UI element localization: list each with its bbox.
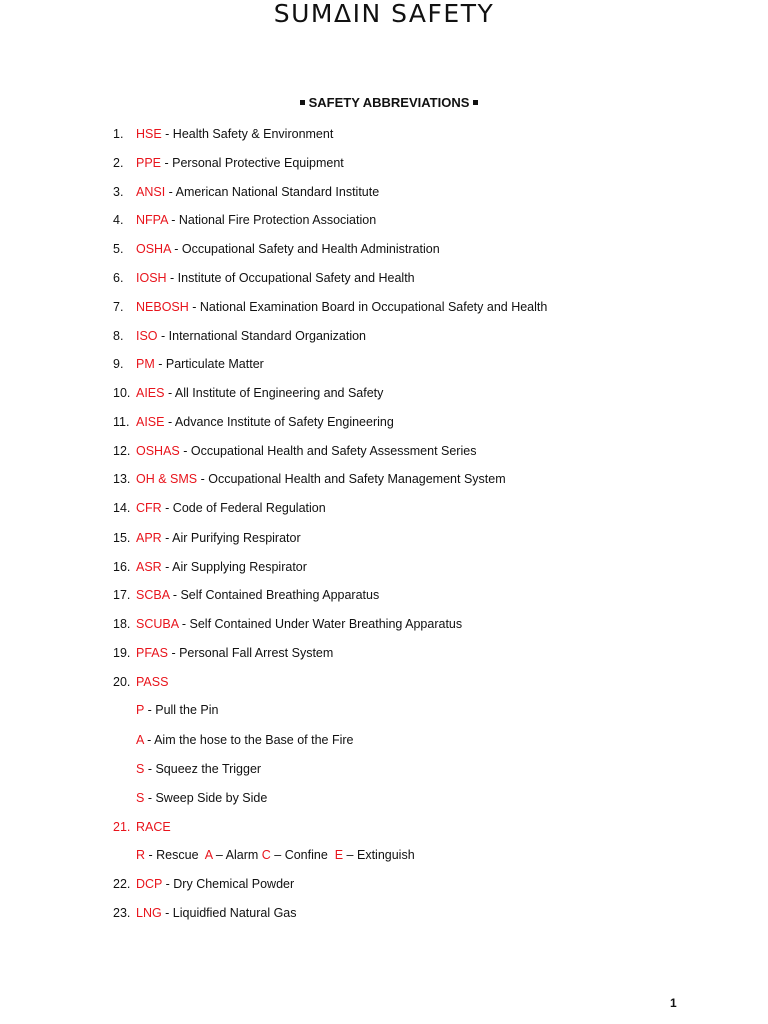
definition: - Advance Institute of Safety Engineering xyxy=(164,415,394,429)
definition: - Health Safety & Environment xyxy=(161,127,334,141)
abbreviation: A xyxy=(136,733,144,747)
item-number: 22. xyxy=(113,877,131,891)
item-number: 4. xyxy=(113,213,124,227)
definition: – Confine xyxy=(270,848,335,862)
definition: - Rescue xyxy=(145,848,205,862)
definition: - Occupational Health and Safety Assessment Series xyxy=(179,444,477,458)
brand-title: SUMΔIN SAFETY xyxy=(273,0,495,28)
abbreviation: AIES xyxy=(136,386,165,400)
abbreviation: PM xyxy=(136,357,155,371)
definition: - Particulate Matter xyxy=(154,357,264,371)
abbreviation: DCP xyxy=(136,877,163,891)
abbreviation: S xyxy=(136,791,145,805)
item-number: 3. xyxy=(113,185,124,199)
definition: - Occupational Health and Safety Management System xyxy=(197,472,506,486)
item-number: 12. xyxy=(113,444,131,458)
item-number: 5. xyxy=(113,242,124,256)
abbreviation: PASS xyxy=(136,675,169,689)
definition: - Pull the Pin xyxy=(144,703,219,717)
definition: - National Examination Board in Occupational Safety and Health xyxy=(188,300,548,314)
item-number: 19. xyxy=(113,646,131,660)
abbreviation: RACE xyxy=(136,820,171,834)
abbreviation: PPE xyxy=(136,156,162,170)
item-number: 8. xyxy=(113,329,124,343)
abbreviation: C xyxy=(261,848,271,862)
definition: - International Standard Organization xyxy=(157,329,367,343)
item-number: 1. xyxy=(113,127,124,141)
bullet-icon xyxy=(473,100,478,105)
definition: - Air Purifying Respirator xyxy=(161,531,301,545)
item-number: 7. xyxy=(113,300,124,314)
abbreviation: AISE xyxy=(136,415,165,429)
abbreviation: NFPA xyxy=(136,213,168,227)
definition: - Aim the hose to the Base of the Fire xyxy=(143,733,354,747)
abbreviation: R xyxy=(136,848,146,862)
abbreviation: OH & SMS xyxy=(136,472,198,486)
definition: - Occupational Safety and Health Administration xyxy=(170,242,440,256)
definition: - Air Supplying Respirator xyxy=(161,560,307,574)
abbreviation: IOSH xyxy=(136,271,167,285)
section-heading xyxy=(0,94,768,112)
item-number: 16. xyxy=(113,560,131,574)
definition: - Self Contained Breathing Apparatus xyxy=(169,588,380,602)
definition: - Institute of Occupational Safety and Health xyxy=(166,271,415,285)
definition: - Dry Chemical Powder xyxy=(162,877,295,891)
item-number: 6. xyxy=(113,271,124,285)
definition: - Self Contained Under Water Breathing Apparatus xyxy=(178,617,463,631)
abbreviation: NEBOSH xyxy=(136,300,189,314)
abbreviation: E xyxy=(334,848,344,862)
abbreviation: PFAS xyxy=(136,646,168,660)
item-number: 23. xyxy=(113,906,131,920)
item-number: 2. xyxy=(113,156,124,170)
heading-text: SAFETY ABBREVIATIONS xyxy=(308,95,470,110)
abbreviation: SCBA xyxy=(136,588,170,602)
abbreviation: ISO xyxy=(136,329,158,343)
abbreviation: A xyxy=(204,848,213,862)
definition: - Personal Fall Arrest System xyxy=(167,646,334,660)
abbreviation: P xyxy=(136,703,145,717)
definition: - All Institute of Engineering and Safety xyxy=(164,386,384,400)
definition: – Extinguish xyxy=(343,848,415,862)
abbreviation: ANSI xyxy=(136,185,166,199)
item-number: 15. xyxy=(113,531,131,545)
abbreviation: CFR xyxy=(136,501,162,515)
abbreviation: OSHAS xyxy=(136,444,180,458)
abbreviation: OSHA xyxy=(136,242,171,256)
item-number: 17. xyxy=(113,588,131,602)
item-number: 10. xyxy=(113,386,131,400)
page-number: 1 xyxy=(670,996,677,1010)
item-number: 9. xyxy=(113,357,124,371)
item-number: 13. xyxy=(113,472,131,486)
definition: - Personal Protective Equipment xyxy=(161,156,344,170)
item-number: 14. xyxy=(113,501,131,515)
item-number: 20. xyxy=(113,675,131,689)
abbreviation: HSE xyxy=(136,127,162,141)
abbreviation: APR xyxy=(136,531,162,545)
definition: - American National Standard Institute xyxy=(165,185,380,199)
definition: - National Fire Protection Association xyxy=(167,213,377,227)
abbreviation: SCUBA xyxy=(136,617,179,631)
abbreviation: LNG xyxy=(136,906,162,920)
definition: - Liquidfied Natural Gas xyxy=(161,906,297,920)
abbreviation: S xyxy=(136,762,145,776)
item-number: 21. xyxy=(113,820,131,834)
item-number: 18. xyxy=(113,617,131,631)
definition: - Sweep Side by Side xyxy=(144,791,268,805)
definition: - Squeez the Trigger xyxy=(144,762,262,776)
definition: - Code of Federal Regulation xyxy=(161,501,326,515)
item-number: 11. xyxy=(113,415,130,429)
definition: – Alarm xyxy=(212,848,262,862)
abbreviation: ASR xyxy=(136,560,162,574)
bullet-icon xyxy=(300,100,305,105)
